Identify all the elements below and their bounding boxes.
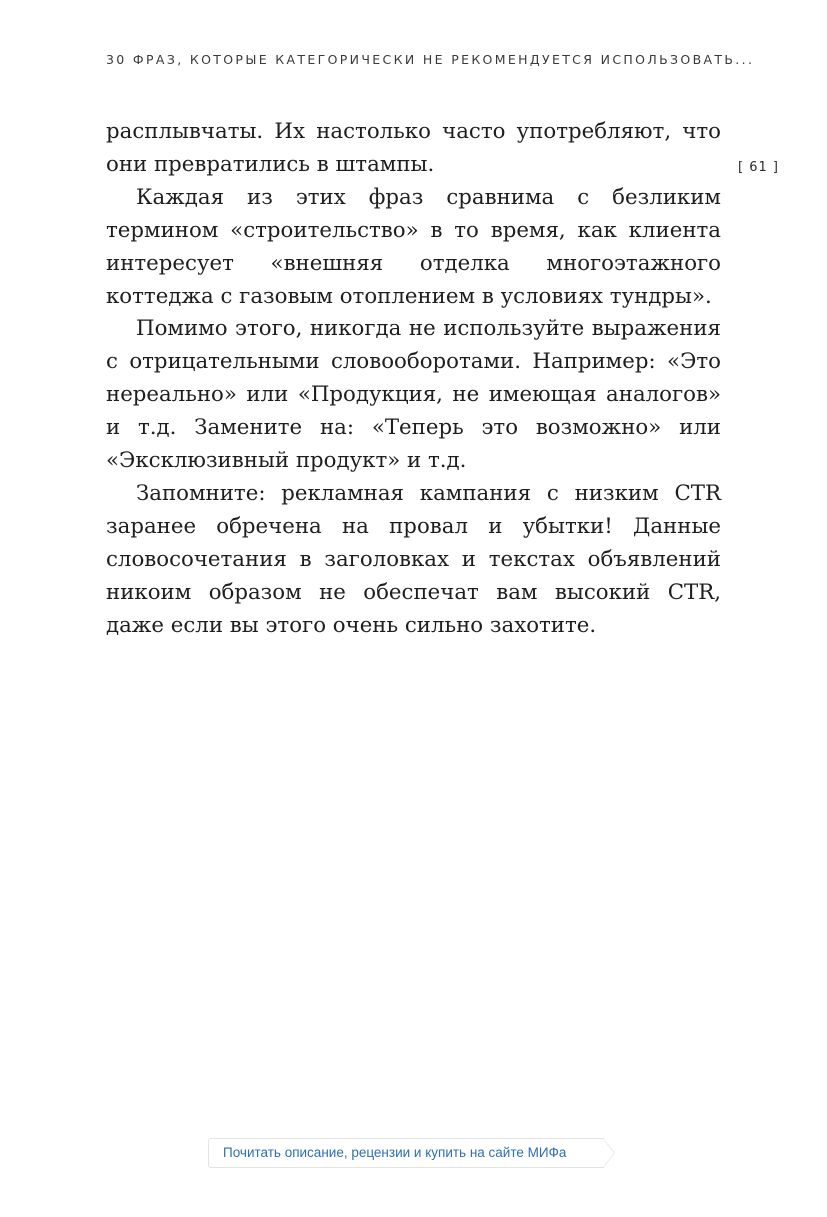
shop-link-arrow-icon [603,1139,614,1167]
body-text [106,116,721,643]
shop-link-button[interactable]: Почитать описание, рецензии и купить на сайте МИФа [208,1138,604,1168]
paragraph: Каждая из этих фраз сравнима с безликим термином «строительство» в то время, как клиента интересует «внешняя отделка многоэтажного коттеджа с газовым отоплением в условиях тундры». [106,184,721,309]
running-header: 30 ФРАЗ, КОТОРЫЕ КАТЕГОРИЧЕСКИ НЕ РЕКОМЕНДУЕТСЯ ИСПОЛЬЗОВАТЬ... [106,52,755,67]
paragraph: Запомните: рекламная кампания с низким CTR заранее обречена на провал и убытки! Данные словосочетания в заголовках и текстах объявлений никоим образом не обеспечат вам высокий CTR, даже если вы этого очень сильно захотите. [106,480,721,638]
paragraph: расплывчаты. Их настолько часто употребляют, что они превратились в штампы. [106,119,721,177]
paragraph: Помимо этого, никогда не используйте выражения с отрицательными словооборотами. Например: «Это нереально» или «Продукция, не имеющая аналогов» и т.д. Замените на: «Теперь это возможно» или «Эксклюзивный продукт» и т.д. [106,316,721,474]
page-number: [ 61 ] [738,160,779,175]
